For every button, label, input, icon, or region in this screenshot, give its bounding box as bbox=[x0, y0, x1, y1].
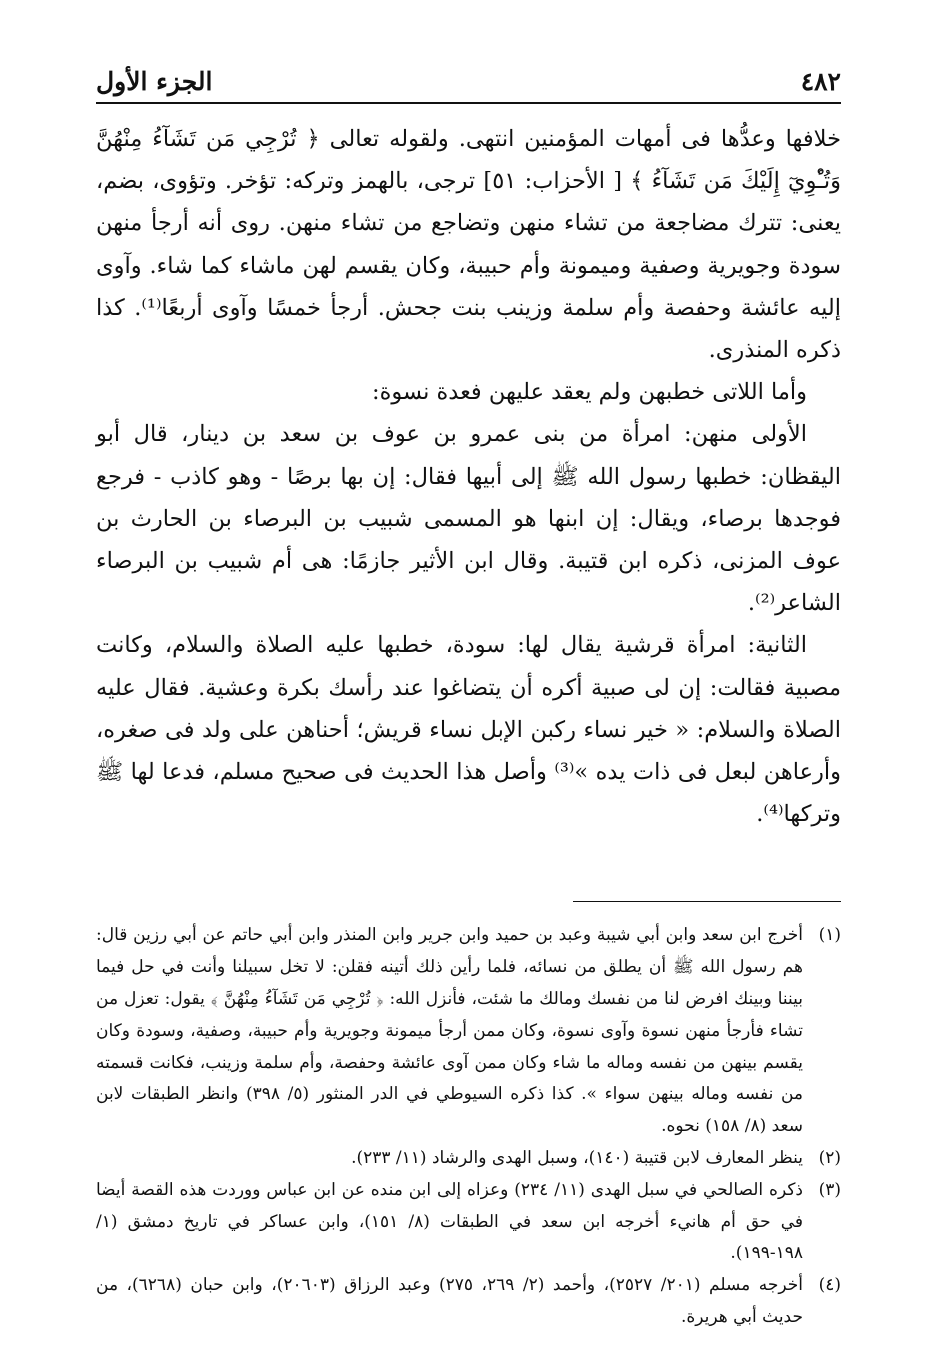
footnote bbox=[96, 920, 841, 1143]
paragraph: الثانية: امرأة قرشية يقال لها: سودة، خطبها عليه الصلاة والسلام، وكانت مصبية فقالت: إن لى صبية أكره أن يتضاغوا عند رأسك بكرة وعشية. فقال عليه الصلاة والسلام: « خير نساء ركبن الإبل نساء قريش؛ أحناهن على ولد فى صغره، وأرعاهن لبعل فى ذات يده »⁽³⁾ وأصل هذا الحديث فى صحيح مسلم، فدعا لها ﷺ وتركها⁽⁴⁾. bbox=[96, 632, 842, 828]
footnote-number: (٢) bbox=[818, 1148, 841, 1169]
page-number: ٤٨٢ bbox=[800, 67, 841, 96]
footnote-divider bbox=[573, 901, 841, 902]
footnote-text: أخرجه مسلم (٢٠١/ ٢٥٢٧)، وأحمد (٢/ ٢٦٩، ٢٧٥) وعبد الرزاق (٢٠٦٠٣)، وابن حبان (٦٢٦٨)، من حديث أبي هريرة. bbox=[96, 1275, 804, 1328]
footnote bbox=[96, 1143, 841, 1175]
main-text bbox=[96, 118, 841, 835]
footnote-number: (٤) bbox=[818, 1275, 841, 1296]
header-rule bbox=[96, 102, 841, 104]
running-header bbox=[96, 52, 841, 94]
footnote bbox=[96, 1270, 841, 1334]
book-page bbox=[96, 52, 841, 1334]
paragraph: وأما اللاتى خطبهن ولم يعقد عليهن فعدة نسوة: bbox=[372, 379, 807, 406]
footnote bbox=[96, 1175, 841, 1270]
footnote-text: ذكره الصالحي في سبل الهدى (١١/ ٢٣٤) وعزاه إلى ابن منده عن ابن عباس ووردت هذه القصة أيضا في حق أم هانيء أخرجه ابن سعد في الطبقات (٨/ ١٥١)، وابن عساكر في تاريخ دمشق (١/ ١٩٨-١٩٩). bbox=[96, 1179, 804, 1264]
footnote-text: ينظر المعارف لابن قتيبة (١٤٠)، وسبل الهدى والرشاد (١١/ ٢٣٣). bbox=[351, 1148, 803, 1169]
footnotes bbox=[96, 920, 841, 1333]
paragraph: خلافها وعدُّها فى أمهات المؤمنين انتهى. ولقوله تعالى ﴿ تُرْجِي مَن تَشَآءُ مِنْهُنَّ وَتُـْٔوِيٓ إِلَيْكَ مَن تَشَآءُ ﴾ [ الأحزاب: ٥١] ترجى، بالهمز وتركه: تؤخر. وتؤوى، بضم، يعنى: تترك مضاجعة من تشاء منهن وتضاجع من تشاء منهن. روى أنه أرجأ منهن سودة وجويرية وصفية وميمونة وأم حبيبة، وكان يقسم لهن ماشاء كما شاء. وآوى إليه عائشة وحفصة وأم سلمة وزينب بنت جحش. أرجأ خمسًا وآوى أربعًا⁽¹⁾. كذا ذكره المنذرى. bbox=[96, 126, 842, 364]
volume-title: الجزء الأول bbox=[96, 67, 213, 96]
footnote-number: (٣) bbox=[818, 1179, 841, 1200]
paragraph: الأولى منهن: امرأة من بنى عمرو بن عوف بن سعد بن دينار، قال أبو اليقظان: خطبها رسول الله ﷺ إلى أبيها فقال: إن بها برصًا - وهو كاذب - فرجع فوجدها برصاء، ويقال: إن ابنها هو المسمى شبيب بن البرصاء بن الحارث بن عوف المزنى، ذكره ابن قتيبة. وقال ابن الأثير جازمًا: هى أم شبيب بن البرصاء الشاعر⁽²⁾. bbox=[96, 421, 841, 617]
footnote-text: أخرج ابن سعد وابن أبي شيبة وعبد بن حميد وابن جرير وابن المنذر وابن أبي حاتم عن أبي رزين قال: هم رسول الله ﷺ أن يطلق من نسائه، فلما رأين ذلك أتينه فقلن: لا تخل سبيلنا وأنت في حل فيما بيننا وبينك افرض لنا من نفسك ومالك ما شئت، فأنزل الله: ﴿ تُرْجِي مَن تَشَآءُ مِنْهُنَّ ﴾ يقول: تعزل من تشاء فأرجأ منهن نسوة وآوى نسوة، وكان ممن أرجأ ميمونة وجويرية وأم حبيبة، وصفية، وسودة وكان يقسم بينهن من نفسه وماله ما شاء وكان ممن آوى عائشة وحفصة، وأم سلمة وزينب، فكانت قسمته من نفسه وماله بينهن سواء ». كذا ذكره السيوطي في الدر المنثور (٥/ ٣٩٨) وانظر الطبقات لابن سعد (٨/ ١٥٨) نحوه. bbox=[96, 925, 803, 1137]
footnote-number: (١) bbox=[818, 925, 841, 946]
